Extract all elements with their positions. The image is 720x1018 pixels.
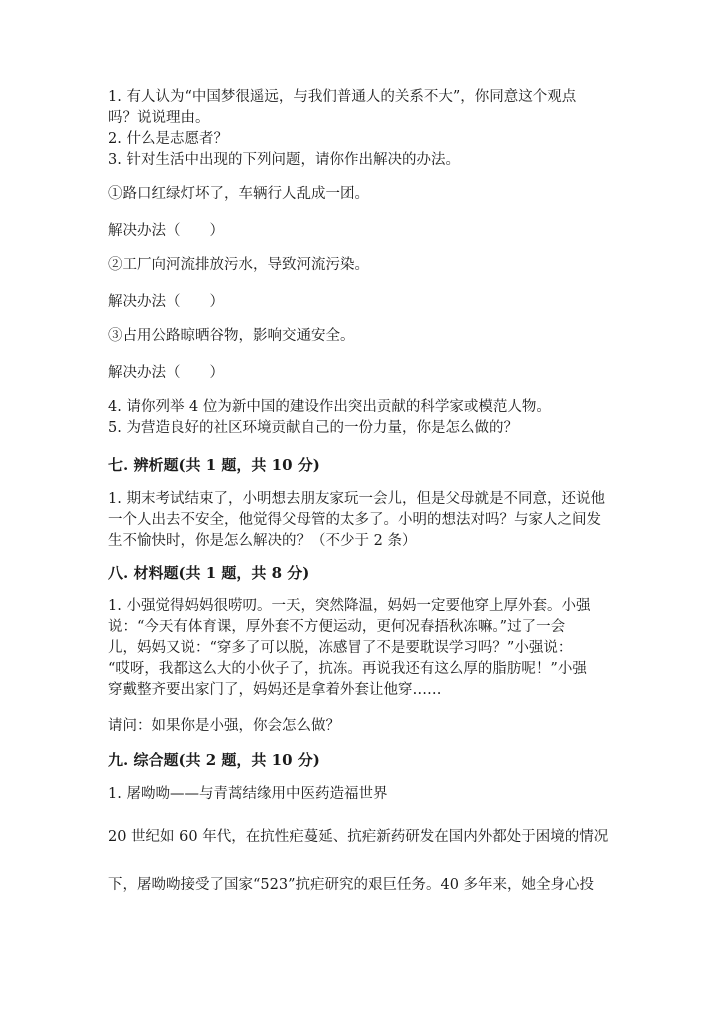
q2-line: 2. 什么是志愿者？ [108, 131, 228, 147]
q3-line: 3. 针对生活中出现的下列问题，请你作出解决的办法。 [108, 152, 460, 168]
s9-q1-para2: 下，屠呦呦接受了国家“523”抗疟研究的艰巨任务。40 多年来，她全身心投 [108, 877, 595, 893]
section-7-heading: 七. 辨析题(共 1 题，共 10 分) [108, 456, 320, 474]
q1-line1: 1. 有人认为“中国梦很遥远，与我们普通人的关系不大”，你同意这个观点 [108, 89, 577, 105]
q3-answer3: 解决办法（ ） [108, 365, 224, 381]
s8-q1-line5: 穿戴整齐要出家门了，妈妈还是拿着外套让他穿…… [108, 682, 442, 698]
q3-answer2: 解决办法（ ） [108, 294, 224, 310]
q3-item2: ②工厂向河流排放污水，导致河流污染。 [108, 257, 369, 273]
q4-line: 4. 请你列举 4 位为新中国的建设作出突出贡献的科学家或模范人物。 [108, 399, 551, 415]
s7-q1-line1: 1. 期末考试结束了，小明想去朋友家玩一会儿，但是父母就是不同意，还说他 [108, 491, 605, 507]
s9-q1-title: 1. 屠呦呦——与青蒿结缘用中医药造福世界 [108, 786, 388, 802]
q3-item1: ①路口红绿灯坏了，车辆行人乱成一团。 [108, 186, 369, 202]
q3-item3: ③占用公路晾晒谷物，影响交通安全。 [108, 328, 355, 344]
s9-q1-para1: 20 世纪如 60 年代，在抗性疟蔓延、抗疟新药研发在国内外都处于困境的情况 [108, 829, 609, 845]
q3-answer1: 解决办法（ ） [108, 223, 224, 239]
s8-q1-line4: “哎呀，我都这么大的小伙子了，抗冻。再说我还有这么厚的脂肪呢！”小强 [108, 661, 587, 677]
s8-q1-line1: 1. 小强觉得妈妈很唠叨。一天，突然降温，妈妈一定要他穿上厚外套。小强 [108, 598, 591, 614]
s8-question: 请问：如果你是小强，你会怎么做？ [108, 718, 340, 734]
q1-line2: 吗？说说理由。 [108, 110, 210, 126]
section-8-heading: 八. 材料题(共 1 题，共 8 分) [108, 564, 310, 582]
q5-line: 5. 为营造良好的社区环境贡献自己的一份力量，你是怎么做的？ [108, 420, 518, 436]
s8-q1-line2: 说：“今天有体育课，厚外套不方便运动，更何况春捂秋冻嘛。”过了一会 [108, 619, 566, 635]
s8-q1-line3: 儿，妈妈又说：“穿多了可以脱，冻感冒了不是要耽误学习吗？”小强说： [108, 640, 573, 656]
section-9-heading: 九. 综合题(共 2 题，共 10 分) [108, 751, 320, 769]
s7-q1-line2: 一个人出去不安全，他觉得父母管的太多了。小明的想法对吗？与家人之间发 [108, 512, 601, 528]
s7-q1-line3: 生不愉快时，你是怎么解决的？（不少于 2 条） [108, 533, 417, 549]
